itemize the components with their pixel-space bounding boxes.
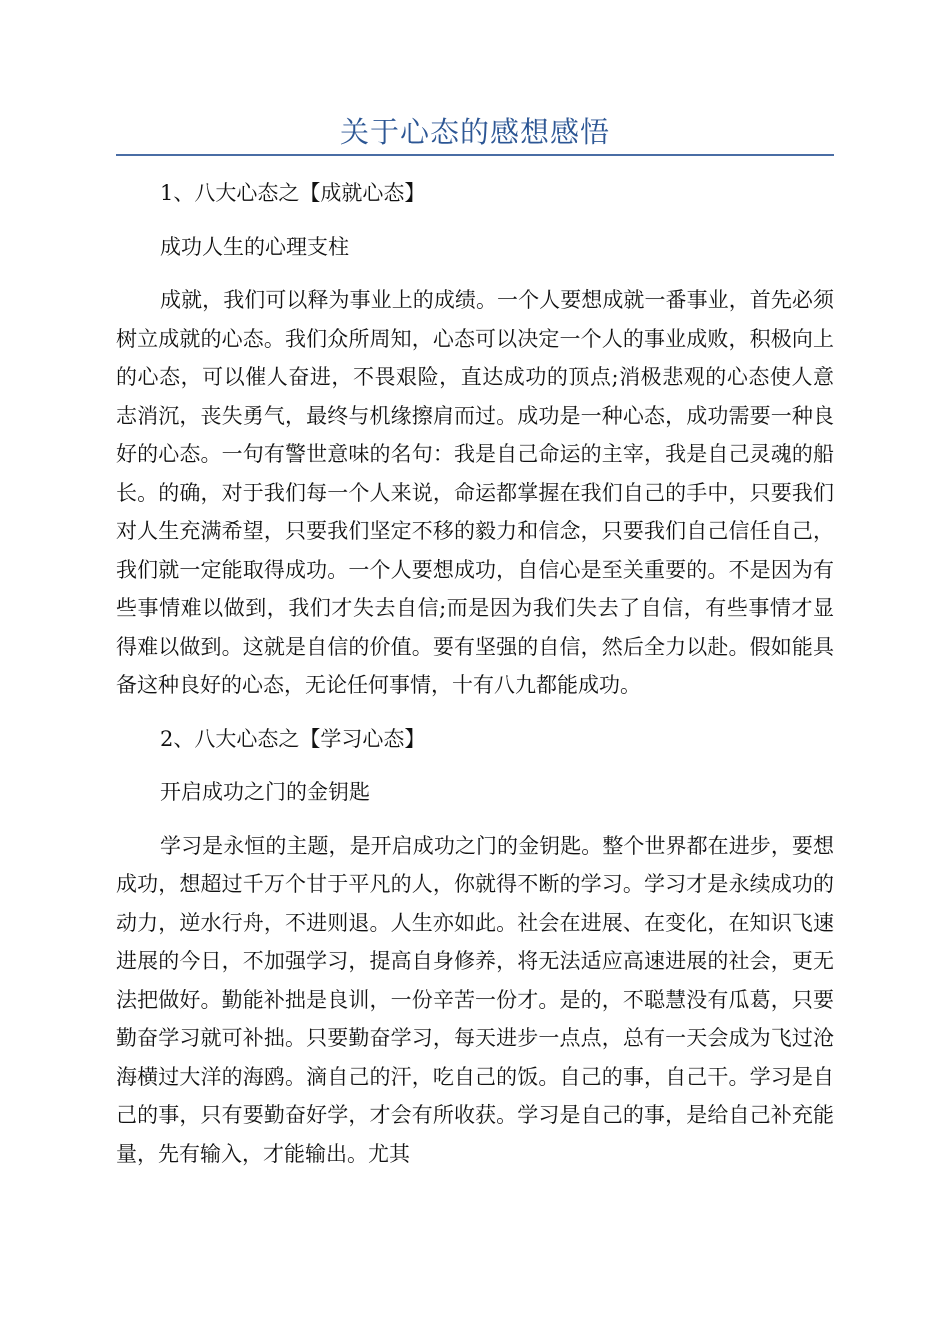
section-paragraph-2: 学习是永恒的主题，是开启成功之门的金钥匙。整个世界都在进步，要想成功，想超过千万个甘于平凡的人，你就得不断的学习。学习才是永续成功的动力，逆水行舟，不进则退。人生亦如此。社会在进展、在变化，在知识飞速进展的今日，不加强学习，提高自身修养，将无法适应高速进展的社会，更无法把做好。勤能补拙是良训，一份辛苦一份才。是的，不聪慧没有瓜葛，只要勤奋学习就可补拙。只要勤奋学习，每天进步一点点，总有一天会成为飞过沧海横过大洋的海鸥。滴自己的汗，吃自己的饭。自己的事，自己干。学习是自己的事，只有要勤奋好学，才会有所收获。学习是自己的事，是给自己补充能量，先有输入，才能输出。尤其 bbox=[116, 833, 834, 1166]
title-divider bbox=[116, 154, 834, 156]
document-body bbox=[116, 174, 834, 1188]
section-subheading-2: 开启成功之门的金钥匙 bbox=[160, 780, 370, 804]
section-paragraph-1: 成就，我们可以释为事业上的成绩。一个人要想成就一番事业，首先必须树立成就的心态。我们众所周知，心态可以决定一个人的事业成败，积极向上的心态，可以催人奋进，不畏艰险，直达成功的顶点;消极悲观的心态使人意志消沉，丧失勇气，最终与机缘擦肩而过。成功是一种心态，成功需要一种良好的心态。一句有警世意味的名句：我是自己命运的主宰，我是自己灵魂的船长。的确，对于我们每一个人来说，命运都掌握在我们自己的手中，只要我们对人生充满希望，只要我们坚定不移的毅力和信念，只要我们自己信任自己，我们就一定能取得成功。一个人要想成功，自信心是至关重要的。不是因为有些事情难以做到，我们才失去自信;而是因为我们失去了自信，有些事情才显得难以做到。这就是自信的价值。要有坚强的自信，然后全力以赴。假如能具备这种良好的心态，无论任何事情，十有八九都能成功。 bbox=[116, 288, 834, 697]
section-subheading-1: 成功人生的心理支柱 bbox=[160, 234, 349, 259]
section-heading-2: 2、八大心态之【学习心态】 bbox=[160, 726, 426, 751]
section-heading-1: 1、八大心态之【成就心态】 bbox=[160, 181, 426, 205]
document-title: 关于心态的感想感悟 bbox=[339, 115, 610, 149]
